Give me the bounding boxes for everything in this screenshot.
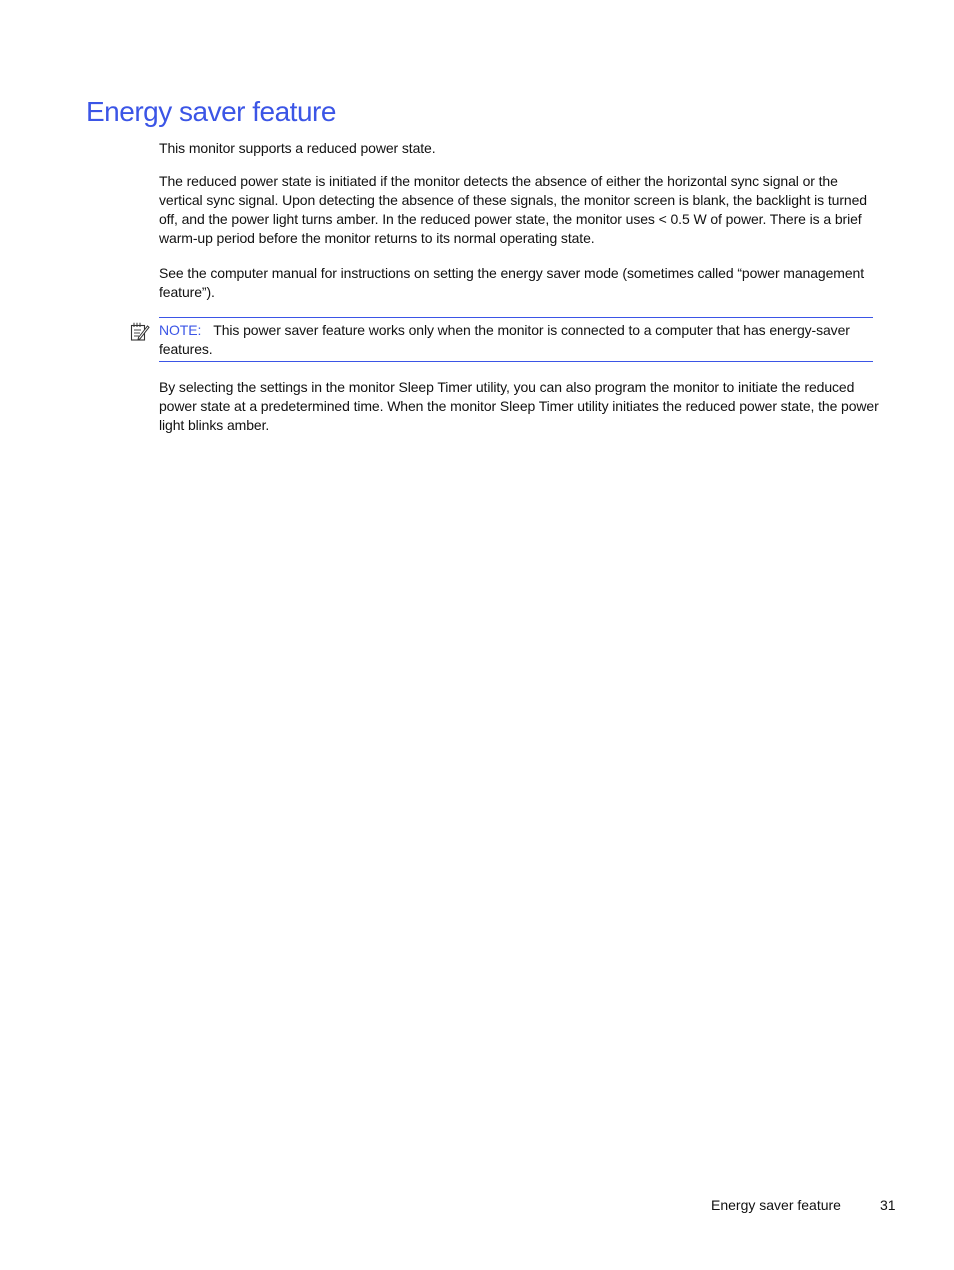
paragraph-sleep-timer: By selecting the settings in the monitor Sleep Timer utility, you can also program the monitor to initiate the reduced power state at a predetermined time. When the monitor Sleep Timer utility initiates the reduced power state, the power light blinks amber. <box>159 379 879 433</box>
note-pencil-icon <box>130 322 150 342</box>
footer-section-title: Energy saver feature <box>711 1197 841 1213</box>
note-body: This power saver feature works only when the monitor is connected to a computer that has energy-saver features. <box>159 322 850 357</box>
paragraph-reduced-power-details: The reduced power state is initiated if the monitor detects the absence of either the horizontal sync signal or the vertical sync signal. Upon detecting the absence of these signals, the monitor screen is blank, the backlight is turned off, and the power light turns amber. In the reduced power state, the monitor uses < 0.5 W of power. There is a brief warm-up period before the monitor returns to its normal operating state. <box>159 173 867 246</box>
paragraph-computer-manual: See the computer manual for instructions on setting the energy saver mode (sometimes called “power management feature”). <box>159 265 865 300</box>
note-text-block <box>159 321 873 359</box>
footer-page-number: 31 <box>880 1197 896 1213</box>
paragraph-reduced-power-support: This monitor supports a reduced power state. <box>159 140 436 156</box>
note-label: NOTE: <box>159 322 202 338</box>
page-title: Energy saver feature <box>86 96 336 127</box>
note-callout <box>159 317 873 362</box>
